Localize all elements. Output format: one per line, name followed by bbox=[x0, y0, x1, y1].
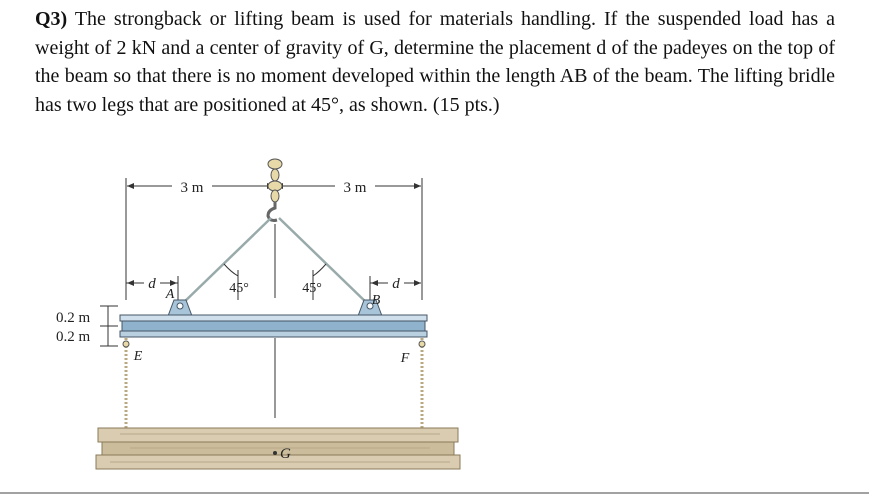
connector-f bbox=[419, 341, 425, 347]
d-dimension-arrows bbox=[127, 280, 421, 286]
strongback-beam bbox=[120, 315, 427, 337]
angle-right-label: 45° bbox=[302, 281, 322, 296]
point-b-label: B bbox=[371, 293, 381, 308]
dim-right-span-label: 3 m bbox=[343, 180, 367, 196]
dim-left-span-label: 3 m bbox=[180, 180, 204, 196]
question-number: Q3) bbox=[35, 8, 68, 30]
point-g-label: G bbox=[280, 446, 291, 462]
thickness-top-label: 0.2 m bbox=[56, 310, 91, 326]
center-of-gravity-dot bbox=[273, 451, 277, 455]
thickness-dimensions bbox=[100, 306, 118, 346]
question-body: The strongback or lifting beam is used for materials handling. If the suspended load has a weight of 2 kN and a center of gravity of G, determine the placement d of the padeyes on the top of the beam so that there is no moment developed within the length AB of the beam. The lifting bridle has two legs that are positioned at 45°, as shown. (15 pts.) bbox=[35, 8, 835, 116]
point-f-label: F bbox=[400, 351, 410, 366]
padeye-a bbox=[168, 300, 192, 316]
point-e-label: E bbox=[133, 349, 143, 364]
point-a-label: A bbox=[165, 287, 175, 302]
connector-e bbox=[123, 341, 129, 347]
dim-d-right-label: d bbox=[392, 276, 400, 292]
lumber-load bbox=[96, 428, 460, 469]
thickness-bottom-label: 0.2 m bbox=[56, 329, 91, 345]
dim-d-left-label: d bbox=[148, 276, 156, 292]
crane-hook bbox=[268, 159, 282, 221]
angle-left-label: 45° bbox=[229, 281, 249, 296]
